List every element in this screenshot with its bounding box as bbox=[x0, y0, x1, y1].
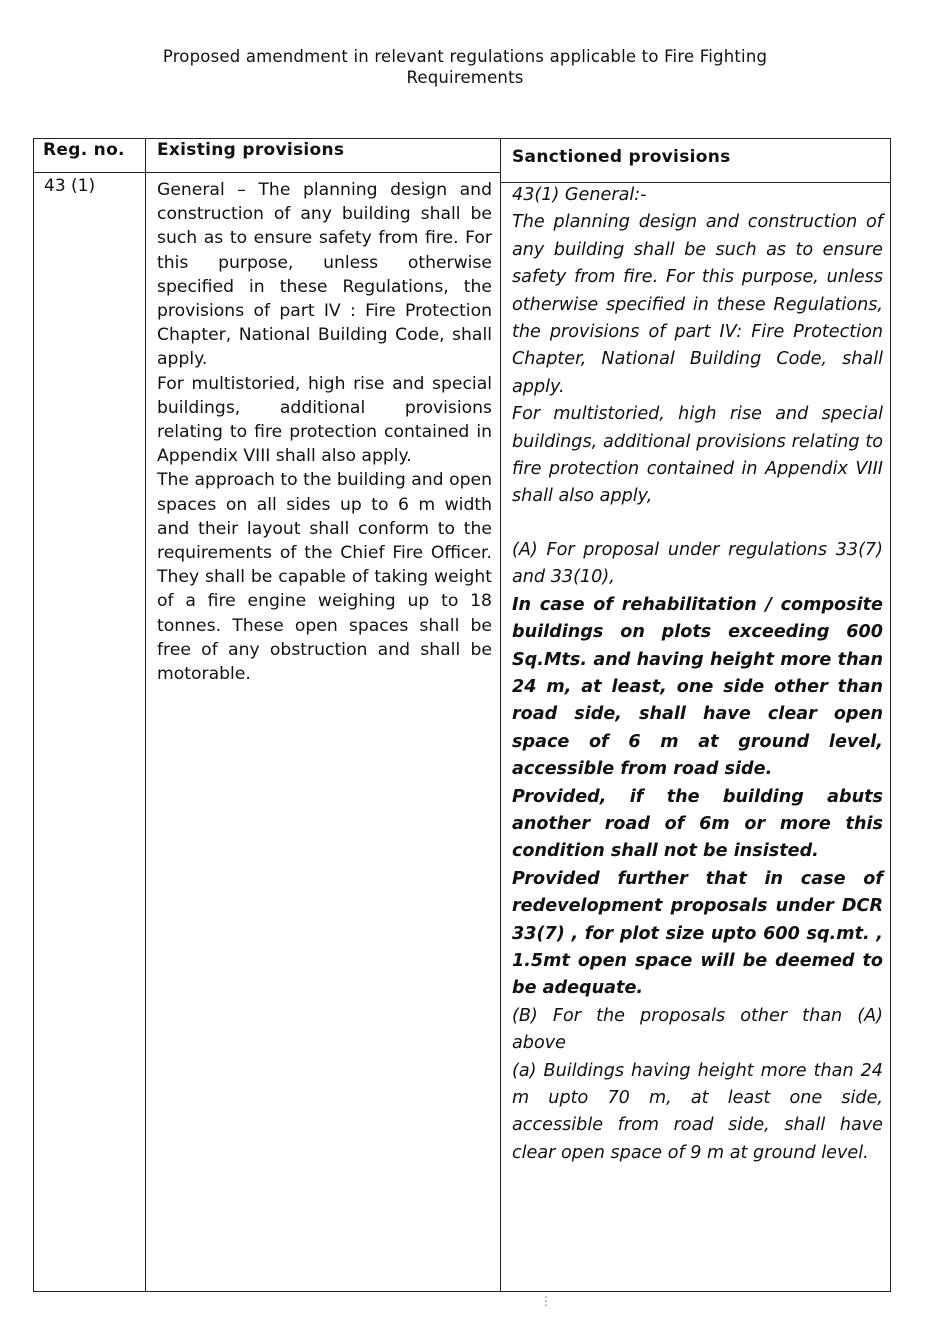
column-divider-2 bbox=[500, 139, 501, 1291]
header-existing-provisions: Existing provisions bbox=[157, 140, 345, 160]
sanctioned-proviso-1: Provided, if the building abuts another road of 6m or more this condition shall not be insisted. bbox=[512, 786, 883, 862]
header-divider-reg bbox=[34, 172, 145, 173]
title-line-2: Requirements bbox=[406, 68, 524, 87]
stray-mark: ⋮ bbox=[540, 1294, 552, 1308]
sanctioned-provisions-cell bbox=[512, 182, 883, 1167]
sanctioned-paragraph-multistoried: For multistoried, high rise and special buildings, additional provisions relating to fire protection contained in Appendix VIII shall also apply, bbox=[512, 404, 883, 507]
column-divider-1 bbox=[145, 139, 146, 1291]
sanctioned-clause-b-a: (a) Buildings having height more than 24 m upto 70 m, at least one side, accessible from road side, shall have clear open space of 9 m at ground level. bbox=[512, 1060, 883, 1163]
sanctioned-clause-a-heading: (A) For proposal under regulations 33(7) and 33(10), bbox=[512, 539, 883, 588]
sanctioned-clause-b: (B) For the proposals other than (A) above bbox=[512, 1005, 883, 1054]
existing-paragraph-general: General – The planning design and construction of any building shall be such as to ensure safety from fire. For this purpose, unless otherwise specified in these Regulations, the provisions of part IV : Fire Protection Chapter, National Building Code, shall apply. bbox=[157, 180, 492, 370]
sanctioned-proviso-2: Provided further that in case of redevelopment proposals under DCR 33(7) , for plot size upto 600 sq.mt. , 1.5mt open space will be deemed to be adequate. bbox=[512, 868, 883, 999]
paragraph-gap bbox=[512, 511, 883, 537]
existing-paragraph-multistoried: For multistoried, high rise and special buildings, additional provisions relating to fire protection contained in Appendix VIII shall also apply. bbox=[157, 373, 492, 467]
title-line-1: Proposed amendment in relevant regulations applicable to Fire Fighting bbox=[162, 47, 768, 66]
header-sanctioned-provisions: Sanctioned provisions bbox=[512, 147, 731, 167]
existing-provisions-cell bbox=[157, 178, 492, 686]
sanctioned-paragraph-general: The planning design and construction of any building shall be such as to ensure safety from fire. For this purpose, unless otherwise specified in these Regulations, the provisions of part IV: Fire Protection Chapter, National Building Code, shall apply. bbox=[512, 212, 883, 397]
existing-paragraph-approach: The approach to the building and open spaces on all sides up to 6 m width and their layout shall conform to the requirements of the Chief Fire Officer. They shall be capable of taking weight of a fire engine weighing up to 18 tonnes. These open spaces shall be free of any obstruction and shall be motorable. bbox=[157, 470, 492, 685]
sanctioned-heading: 43(1) General:- bbox=[512, 185, 647, 205]
reg-number-cell: 43 (1) bbox=[44, 176, 96, 196]
header-divider-existing bbox=[145, 172, 500, 173]
document-title bbox=[60, 46, 870, 88]
header-reg-no: Reg. no. bbox=[43, 140, 125, 160]
sanctioned-clause-a-body: In case of rehabilitation / composite buildings on plots exceeding 600 Sq.Mts. and having height more than 24 m, at least, one side other than road side, shall have clear open space of 6 m at ground level, accessible from road side. bbox=[512, 594, 883, 780]
